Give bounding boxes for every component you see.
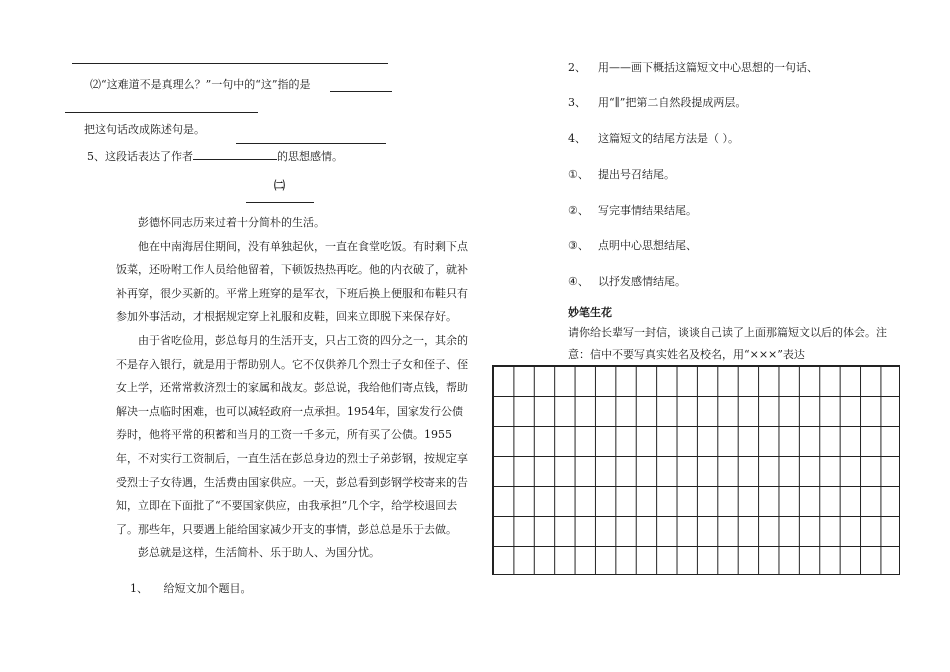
right-question-4: 4、 这篇短文的结尾方法是（ ）。 bbox=[568, 132, 739, 145]
answer-line-q2[interactable] bbox=[330, 91, 392, 92]
answer-line-top bbox=[72, 63, 388, 64]
passage-paragraph-1: 彭德怀同志历来过着十分简朴的生活。 bbox=[138, 216, 325, 229]
question-2-rewrite: 把这句话改成陈述句是。 bbox=[84, 123, 205, 136]
passage-paragraph-2: 他在中南海居住期间，没有单独起伙，一直在食堂吃饭。有时剩下点饭菜，还吩咐工作人员给他留着，下顿饭热热再吃。他的内衣破了，就补补再穿，很少买新的。平常上班穿的是军衣，下班后换上便服和布鞋只有参加外事活动，才根据规定穿上礼服和皮鞋，回来立即脱下来保存好。 bbox=[116, 239, 468, 324]
right-question-3: 3、 用“∥”把第二自然段提成两层。 bbox=[568, 96, 747, 109]
question-2 bbox=[90, 76, 311, 92]
writing-title: 妙笔生花 bbox=[568, 306, 612, 319]
option-4[interactable]: ④、 以抒发感情结尾。 bbox=[568, 275, 686, 288]
passage-paragraph-4: 彭总就是这样，生活简朴、乐于助人、为国分忧。 bbox=[138, 546, 380, 560]
section-title-underline bbox=[246, 202, 314, 203]
option-1[interactable]: ①、 提出号召结尾。 bbox=[568, 168, 675, 181]
question-5: 5、这段话表达了作者 的思想感情。 bbox=[87, 150, 343, 163]
option-3[interactable]: ③、 点明中心思想结尾、 bbox=[568, 239, 697, 252]
writing-prompt-line-2: 意：信中不要写真实姓名及校名，用“×××”表达 bbox=[568, 348, 805, 361]
passage bbox=[116, 211, 472, 565]
question-1 bbox=[130, 580, 252, 596]
right-question-2: 2、 用——画下概括这篇短文中心思想的一句话、 bbox=[568, 61, 818, 74]
question-2-text: ⑵“这难道不是真理么？”一句中的“这”指的是 bbox=[90, 78, 311, 91]
answer-line-q2-continued[interactable] bbox=[65, 112, 258, 113]
answer-line-rewrite[interactable] bbox=[236, 143, 386, 144]
answer-blank-q5[interactable] bbox=[193, 148, 277, 160]
option-2[interactable]: ②、 写完事情结果结尾。 bbox=[568, 204, 697, 217]
question-1-number: 1、 bbox=[130, 582, 148, 595]
writing-grid[interactable] bbox=[492, 365, 900, 575]
passage-paragraph-3: 由于省吃俭用，彭总每月的生活开支，只占工资的四分之一，其余的不是存入银行，就是用于帮助别人。它不仅供养几个烈士子女和侄子、侄女上学，还常常救济烈士的家属和战友。彭总说，我给他们寄点钱，帮助解决一点临时困难，也可以减轻政府一点承担。1954年，国家发行公债券时，他将平常的积蓄和当月的工资一千多元，所有买了公债。1955年，不对实行工资制后，一直生活在彭总身边的烈士子弟彭钢，按规定享受烈士子女待遇，生活费由国家供应。一天，彭总看到彭钢学校寄来的告知，立即在下面批了“不要国家供应，由我承担”几个字，给学校退回去了。那些年，只要遇上能给国家减少开支的事情，彭总总是乐于去做。 bbox=[116, 333, 468, 536]
writing-prompt-line-1: 请你给长辈写一封信，谈谈自己读了上面那篇短文以后的体会。注 bbox=[568, 326, 887, 339]
question-1-text: 给短文加个题目。 bbox=[163, 582, 252, 595]
section-title: ㈡ bbox=[274, 179, 285, 192]
